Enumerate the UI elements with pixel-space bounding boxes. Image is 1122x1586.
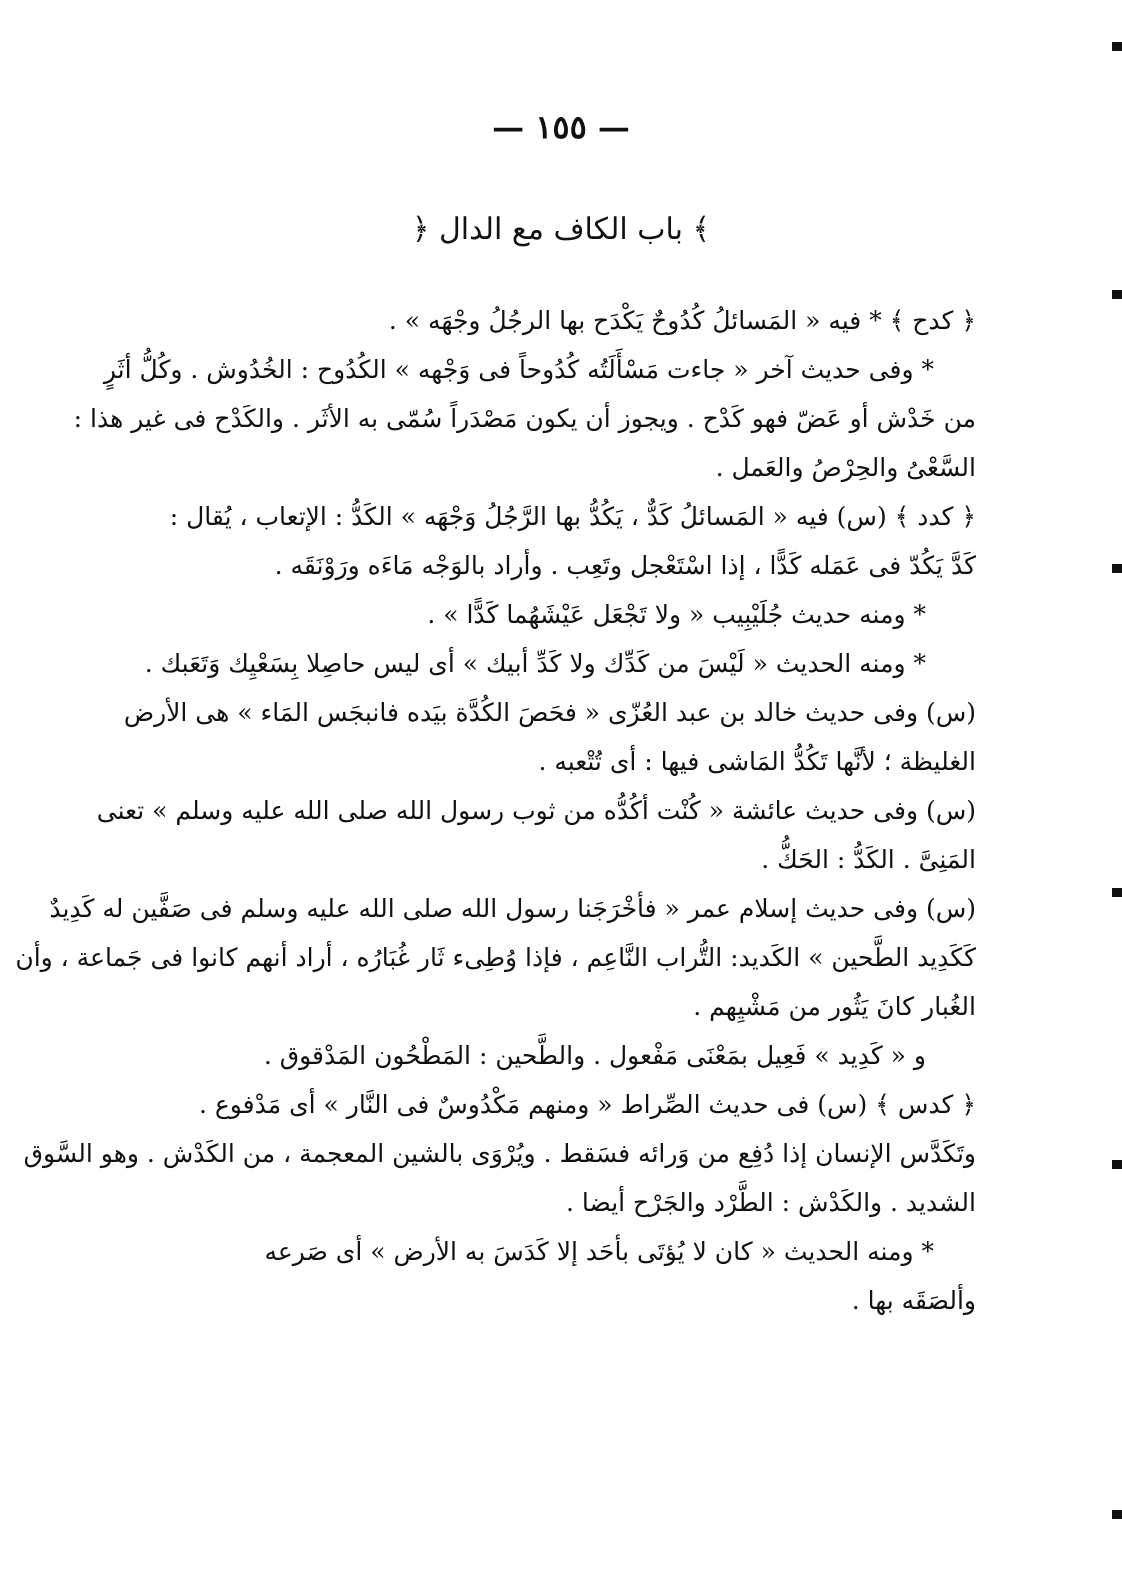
text-line-15: الغُبار كانَ يَثُور من مَشْيِهم . <box>693 992 976 1021</box>
paragraph-aisha <box>96 786 976 884</box>
paragraph-umar <box>15 884 976 1031</box>
paragraph-julaybib <box>158 590 976 639</box>
scan-edge-mark <box>1112 888 1122 897</box>
paragraph-khalid <box>123 688 976 786</box>
page-number: — ١٥٥ — <box>492 108 630 146</box>
text-line-13: (س) وفى حديث إسلام عمر « فأخْرَجَنا رسول الله صلى الله عليه وسلم فى صَفَّين له كَدِيدٌ <box>49 894 976 923</box>
paragraph-kadid <box>158 1031 976 1080</box>
text-line-14: كَكَدِيد الطَّحين » الكَديد: التُّراب النَّاعِم ، فإذا وُطِىء ثَار غُبَارُه ، أراد أنهم كانوا فى جَماعة ، وأن <box>15 943 976 972</box>
entry-kadas <box>23 1080 976 1227</box>
text-line-17: ﴿ كدس ﴾ (س) فى حديث الصِّراط « ومنهم مَكْدُوسٌ فى النَّار » أى مَدْفوع . <box>198 1090 976 1119</box>
text-line-2: * وفى حديث آخر « جاءت مَسْأَلَتُه كُدُوحاً فى وَجْهه » الكُدُوح : الخُدُوش . وكُلُّ أثَرٍ <box>103 355 934 384</box>
text-line-9: (س) وفى حديث خالد بن عبد العُزّى « فحَصَ الكُدَّة بيَده فانبجَس المَاء » هى الأرض <box>123 698 976 727</box>
text-line-5: ﴿ كدد ﴾ (س) فيه « المَسائلُ كَدٌّ ، يَكُدُّ بها الرَّجُلُ وَجْهَه » الكَدُّ : الإتعاب ، يُقال : <box>169 502 976 531</box>
text-line-19: الشديد . والكَدْش : الطَّرْد والجَرْح أيضا . <box>566 1188 976 1217</box>
text-line-21: وألصَقَه بها . <box>851 1286 976 1315</box>
text-line-3: من خَدْش أو عَضّ فهو كَدْح . ويجوز أن يكون مَصْدَراً سُمّى به الأثَر . والكَدْح فى غير هذا : <box>73 404 976 433</box>
text-line-16: و « كَدِيد » فَعِيل بمَعْنَى مَفْعول . والطَّحين : المَطْحُون المَدْقوق . <box>263 1041 926 1070</box>
text-line-10: الغليظة ؛ لأنَّها تَكُدُّ المَاشى فيها : أى تُتْعبه . <box>538 747 976 776</box>
scan-edge-mark <box>1112 564 1122 573</box>
entry-kadah <box>158 296 976 345</box>
scan-edge-mark <box>1112 290 1122 299</box>
text-line-18: وتَكَدَّس الإنسان إذا دُفِع من وَرائه فسَقط . ويُرْوَى بالشين المعجمة ، من الكَدْش . وهو السَّوق <box>23 1139 976 1168</box>
scan-edge-mark <box>1112 1510 1122 1519</box>
entry-kadad <box>158 492 976 590</box>
paragraph-laysa-min-kaddik <box>144 639 976 688</box>
text-line-6: كَدَّ يَكُدّ فى عَمَله كَدًّا ، إذا اسْتَعْجل وتَعِب . وأراد بالوَجْه مَاءَه ورَوْنَقَه . <box>274 551 976 580</box>
text-line-20: * ومنه الحديث « كان لا يُؤتَى بأحَد إلا كَدَسَ به الأرض » أى صَرعه <box>264 1237 934 1266</box>
text-line-4: السَّعْىُ والحِرْصُ والعَمل . <box>715 453 976 482</box>
chapter-title: ﴿ باب الكاف مع الدال ﴾ <box>411 212 711 247</box>
scan-edge-mark <box>1112 1160 1122 1169</box>
text-line-12: المَنِىَّ . الكَدُّ : الحَكُّ . <box>761 845 976 874</box>
scan-edge-mark <box>1112 42 1122 51</box>
text-line-1: ﴿ كدح ﴾ * فيه « المَسائلُ كُدُوحٌ يَكْدَح بها الرجُلُ وجْهَه » . <box>388 306 976 335</box>
text-line-8: * ومنه الحديث « لَيْسَ من كَدِّك ولا كَدِّ أبيك » أى ليس حاصِلا بِسَعْيِك وَتَعَبك . <box>144 649 926 678</box>
paragraph-kadasa <box>158 1227 976 1325</box>
text-line-7: * ومنه حديث جُلَيْبِيب « ولا تَجْعَل عَيْشَهُما كَدًّا » . <box>427 600 926 629</box>
text-line-11: (س) وفى حديث عائشة « كُنْت أكُدُّه من ثوب رسول الله صلى الله عليه وسلم » تعنى <box>96 796 976 825</box>
paragraph-kadah-hadith <box>73 345 976 492</box>
page-body <box>15 296 976 1325</box>
